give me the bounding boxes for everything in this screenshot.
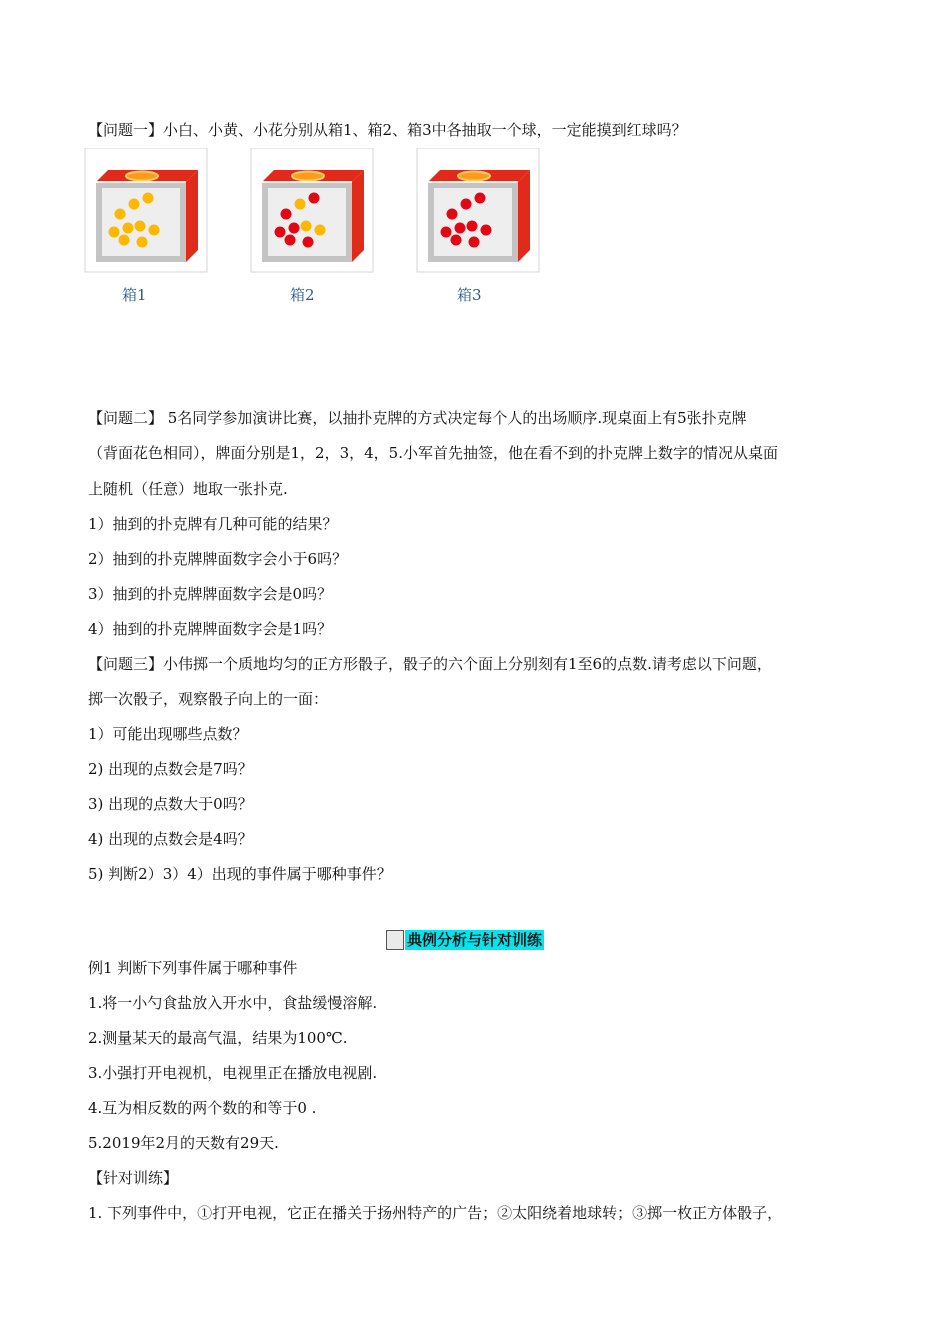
box-3-label: 箱3 xyxy=(457,286,482,304)
box-2-image xyxy=(250,148,374,274)
ball-yellow xyxy=(109,227,120,238)
question-3-item-4: 4) 出现的点数会是4吗？ xyxy=(88,830,253,848)
ball-red xyxy=(309,193,320,204)
box-drawing xyxy=(416,148,540,274)
question-3-item-3: 3) 出现的点数大于0吗？ xyxy=(88,795,253,813)
training-item-1: 1. 下列事件中，①打开电视，它正在播关于扬州特产的广告；②太阳绕着地球转；③掷一枚正方体骰子， xyxy=(88,1204,783,1222)
ball-red xyxy=(481,225,492,236)
question-2-item-3: 3）抽到的扑克牌牌面数字会是0吗？ xyxy=(88,585,333,603)
question-2-line-2: （背面花色相同），牌面分别是1，2，3，4，5.小军首先抽签，他在看不到的扑克牌上数字的情况从桌面 xyxy=(88,444,778,462)
box-1-label: 箱1 xyxy=(122,286,147,304)
box-3-image xyxy=(416,148,540,274)
ball-yellow xyxy=(137,237,148,248)
ball-red xyxy=(461,199,472,210)
ball-yellow xyxy=(143,193,154,204)
question-2-line-1: 【问题二】 5名同学参加演讲比赛，以抽扑克牌的方式决定每个人的出场顺序.现桌面上有5张扑克牌 xyxy=(88,409,747,427)
ball-yellow xyxy=(315,225,326,236)
ball-red xyxy=(451,235,462,246)
ball-red xyxy=(303,237,314,248)
ball-yellow xyxy=(135,221,146,232)
ball-red xyxy=(469,237,480,248)
box-2-label: 箱2 xyxy=(290,286,315,304)
ball-red xyxy=(441,227,452,238)
question-2-item-1: 1）抽到的扑克牌有几种可能的结果？ xyxy=(88,515,338,533)
box-opening xyxy=(126,172,158,181)
example-item-2: 2.测量某天的最高气温，结果为100℃. xyxy=(88,1029,348,1047)
example-item-1: 1.将一小勺食盐放入开水中，食盐缓慢溶解. xyxy=(88,994,378,1012)
box-1-image xyxy=(84,148,208,274)
question-2-line-3: 上随机（任意）地取一张扑克. xyxy=(88,480,288,498)
box-drawing xyxy=(250,148,374,274)
ball-red xyxy=(281,209,292,220)
ball-red xyxy=(467,221,478,232)
box-opening xyxy=(292,172,324,181)
box-side xyxy=(352,170,364,262)
ball-boxes-figure xyxy=(84,148,554,308)
question-3-line-2: 掷一次骰子，观察骰子向上的一面： xyxy=(88,690,329,708)
question-3-item-2: 2) 出现的点数会是7吗？ xyxy=(88,760,253,778)
training-title: 【针对训练】 xyxy=(88,1169,179,1187)
question-2-item-2: 2）抽到的扑克牌牌面数字会小于6吗？ xyxy=(88,550,348,568)
ball-yellow xyxy=(301,221,312,232)
box-side xyxy=(186,170,198,262)
ball-red xyxy=(289,223,300,234)
ball-red xyxy=(285,235,296,246)
ball-yellow xyxy=(149,225,160,236)
ball-red xyxy=(275,227,286,238)
ball-yellow xyxy=(115,209,126,220)
ball-yellow xyxy=(123,223,134,234)
section-title: 典例分析与针对训练 xyxy=(407,931,543,949)
ball-yellow xyxy=(119,235,130,246)
ball-red xyxy=(455,223,466,234)
question-3-item-5: 5) 判断2）3）4）出现的事件属于哪种事件？ xyxy=(88,865,392,883)
section-banner xyxy=(386,930,544,950)
question-2-item-4: 4）抽到的扑克牌牌面数字会是1吗？ xyxy=(88,620,333,638)
example-item-3: 3.小强打开电视机，电视里正在播放电视剧. xyxy=(88,1064,378,1082)
example-item-4: 4.互为相反数的两个数的和等于0 . xyxy=(88,1099,317,1117)
box-side xyxy=(518,170,530,262)
banner-square-icon xyxy=(386,930,404,950)
box-opening xyxy=(458,172,490,181)
question-3-line-1: 【问题三】小伟掷一个质地均匀的正方形骰子，骰子的六个面上分别刻有1至6的点数.请考虑以下问题， xyxy=(88,655,772,673)
ball-red xyxy=(447,209,458,220)
ball-red xyxy=(475,193,486,204)
example-title: 例1 判断下列事件属于哪种事件 xyxy=(88,959,298,977)
question-3-item-1: 1）可能出现哪些点数？ xyxy=(88,725,248,743)
ball-yellow xyxy=(129,199,140,210)
question-1: 【问题一】小白、小黄、小花分别从箱1、箱2、箱3中各抽取一个球，一定能摸到红球吗？ xyxy=(88,121,687,139)
box-drawing xyxy=(84,148,208,274)
ball-yellow xyxy=(295,199,306,210)
example-item-5: 5.2019年2月的天数有29天. xyxy=(88,1134,279,1152)
